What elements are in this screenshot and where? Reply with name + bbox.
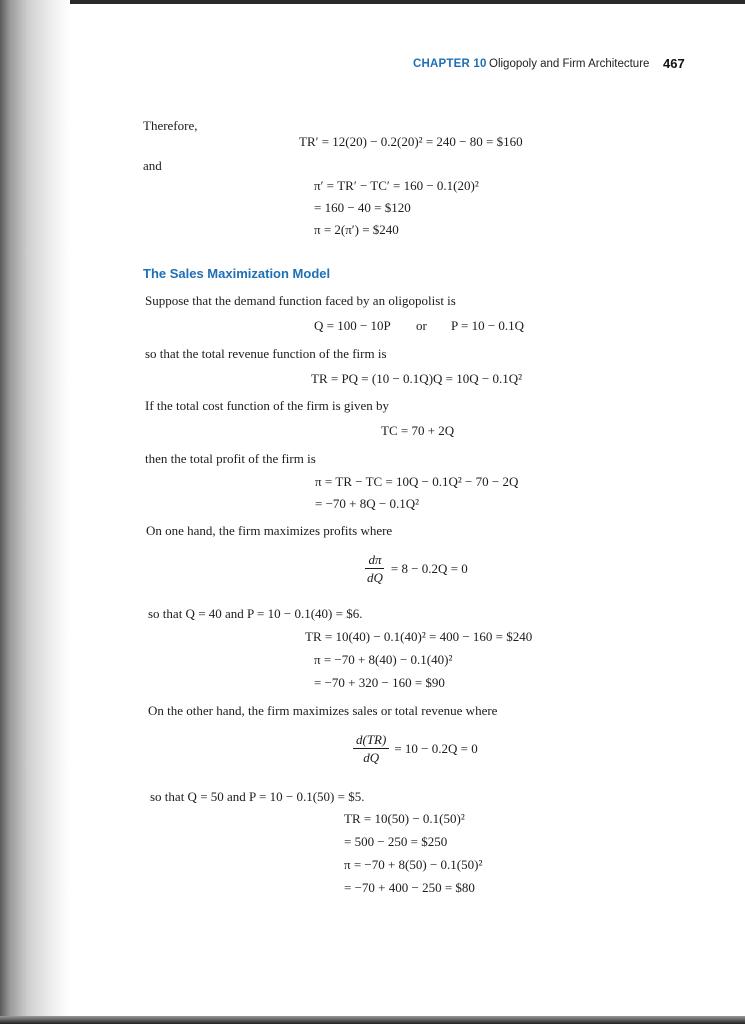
equation-result2-tr: TR = 10(50) − 0.1(50)²	[344, 811, 465, 826]
header-chapter-title: Oligopoly and Firm Architecture	[489, 58, 650, 70]
equation-profit: π = TR − TC = 10Q − 0.1Q² − 70 − 2Q	[315, 474, 519, 489]
derivative-revenue	[353, 732, 478, 765]
page-top-edge	[0, 0, 745, 4]
tc-intro-text: If the total cost function of the firm is given by	[145, 398, 390, 413]
derivative-profit	[364, 552, 468, 585]
maxsales-intro-text: On the other hand, the firm maximizes sales or total revenue where	[148, 703, 498, 718]
fraction-dtr-dq	[353, 732, 389, 765]
equation-result2-pi-cont: = −70 + 400 − 250 = $80	[344, 880, 475, 895]
equation-result2-pi: π = −70 + 8(50) − 0.1(50)²	[344, 857, 483, 872]
equation-tr-prime: TR′ = 12(20) − 0.2(20)² = 240 − 80 = $160	[299, 134, 523, 149]
equation-demand-or: or	[416, 318, 427, 333]
equation-result1-tr: TR = 10(40) − 0.1(40)² = 400 − 160 = $240	[305, 629, 533, 644]
equation-result2-tr-cont: = 500 − 250 = $250	[344, 834, 448, 849]
equation-total-cost: TC = 70 + 2Q	[381, 423, 455, 438]
fraction-denominator: dQ	[363, 750, 380, 765]
result1-intro-text: so that Q = 40 and P = 10 − 0.1(40) = $6.	[148, 606, 363, 621]
section-heading: The Sales Maximization Model	[143, 266, 331, 281]
fraction-numerator: dπ	[365, 552, 384, 569]
header-chapter-label: CHAPTER 10	[413, 58, 487, 70]
fraction-dpi-dq	[364, 552, 386, 585]
equation-demand-q: Q = 100 − 10P	[314, 318, 391, 333]
therefore-text: Therefore,	[143, 118, 198, 133]
tr-intro-text: so that the total revenue function of the firm is	[145, 346, 387, 361]
equation-profit-cont: = −70 + 8Q − 0.1Q²	[315, 496, 419, 511]
fraction-numerator: d(TR)	[353, 732, 389, 749]
and-text: and	[143, 158, 162, 173]
page-binding-shadow	[0, 0, 70, 1024]
profit-intro-text: then the total profit of the firm is	[145, 451, 316, 466]
equation-pi-prime: π′ = TR′ − TC′ = 160 − 0.1(20)²	[314, 178, 479, 193]
page-number: 467	[663, 56, 685, 71]
equation-demand-p: P = 10 − 0.1Q	[451, 318, 525, 333]
maxprofit-intro-text: On one hand, the firm maximizes profits where	[146, 523, 393, 538]
derivative-revenue-rhs: = 10 − 0.2Q = 0	[394, 740, 478, 756]
equation-total-revenue: TR = PQ = (10 − 0.1Q)Q = 10Q − 0.1Q²	[311, 371, 522, 386]
equation-pi-prime-cont: = 160 − 40 = $120	[314, 200, 411, 215]
equation-pi-total: π = 2(π′) = $240	[314, 222, 399, 237]
derivative-profit-rhs: = 8 − 0.2Q = 0	[390, 560, 468, 576]
equation-result1-pi-cont: = −70 + 320 − 160 = $90	[314, 675, 445, 690]
result2-intro-text: so that Q = 50 and P = 10 − 0.1(50) = $5.	[150, 789, 365, 804]
demand-intro-text: Suppose that the demand function faced by an oligopolist is	[145, 293, 456, 308]
equation-result1-pi: π = −70 + 8(40) − 0.1(40)²	[314, 652, 453, 667]
page-bottom-edge	[0, 1016, 745, 1024]
fraction-denominator: dQ	[367, 570, 383, 585]
